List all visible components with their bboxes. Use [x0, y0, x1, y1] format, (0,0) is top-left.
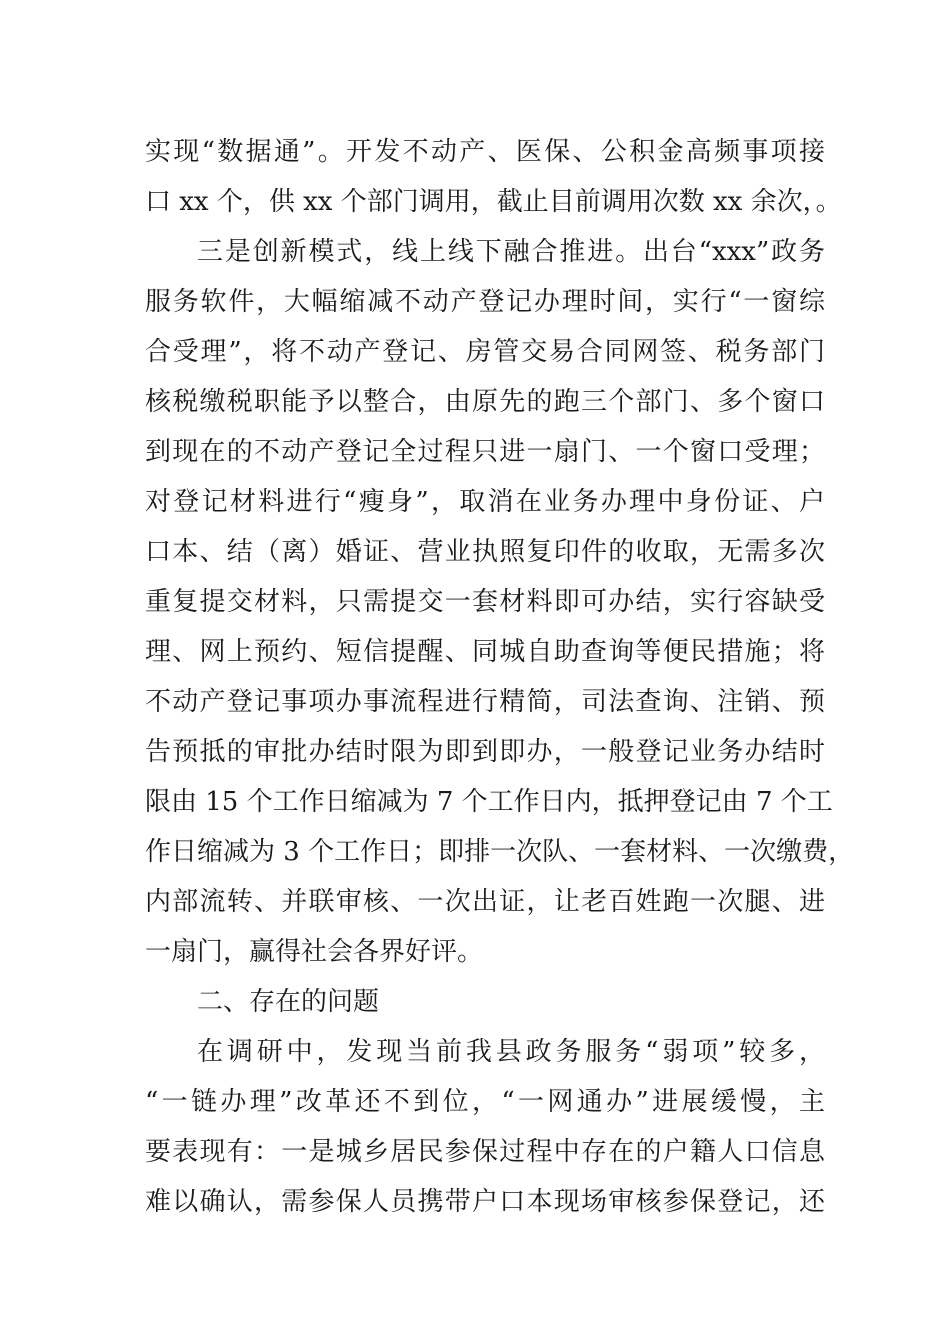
- paragraph-line: 重复提交材料，只需提交一套材料即可办结，实行容缺受: [145, 587, 825, 617]
- paragraph-line: 限由 15 个工作日缩减为 7 个工作日内，抵押登记由 7 个工: [145, 787, 833, 817]
- paragraph-line: 一扇门，赢得社会各界好评。: [145, 937, 484, 967]
- paragraph-line: 内部流转、并联审核、一次出证，让老百姓跑一次腿、进: [145, 887, 825, 917]
- paragraph-line: 实现“数据通”。开发不动产、医保、公积金高频事项接: [145, 137, 825, 167]
- paragraph-line: 口本、结（离）婚证、营业执照复印件的收取，无需多次: [145, 537, 825, 567]
- paragraph-line: 服务软件，大幅缩减不动产登记办理时间，实行“一窗综: [145, 287, 825, 317]
- paragraph-line: 合受理”，将不动产登记、房管交易合同网签、税务部门: [145, 337, 825, 367]
- paragraph-line: 三是创新模式，线上线下融合推进。出台“xxx”政务: [197, 237, 825, 267]
- paragraph-line: 对登记材料进行“瘦身”，取消在业务办理中身份证、户: [145, 487, 825, 517]
- paragraph-line: 告预抵的审批办结时限为即到即办，一般登记业务办结时: [145, 737, 825, 767]
- paragraph-line: 不动产登记事项办事流程进行精简，司法查询、注销、预: [145, 687, 825, 717]
- paragraph-line: 口 xx 个，供 xx 个部门调用，截止目前调用次数 xx 余次，。: [145, 187, 842, 217]
- paragraph-line: 理、网上预约、短信提醒、同城自助查询等便民措施；将: [145, 637, 825, 667]
- paragraph-line: 难以确认，需参保人员携带户口本现场审核参保登记，还: [145, 1187, 825, 1217]
- section-heading: 二、存在的问题: [197, 987, 380, 1017]
- paragraph-line: 到现在的不动产登记全过程只进一扇门、一个窗口受理；: [145, 437, 825, 467]
- paragraph-line: 作日缩减为 3 个工作日；即排一次队、一套材料、一次缴费，: [145, 837, 855, 867]
- paragraph-line: 核税缴税职能予以整合，由原先的跑三个部门、多个窗口: [145, 387, 825, 417]
- paragraph-line: 要表现有：一是城乡居民参保过程中存在的户籍人口信息: [145, 1137, 825, 1167]
- paragraph-line: “一链办理”改革还不到位，“一网通办”进展缓慢，主: [145, 1087, 825, 1117]
- paragraph-line: 在调研中，发现当前我县政务服务“弱项”较多，: [197, 1037, 825, 1067]
